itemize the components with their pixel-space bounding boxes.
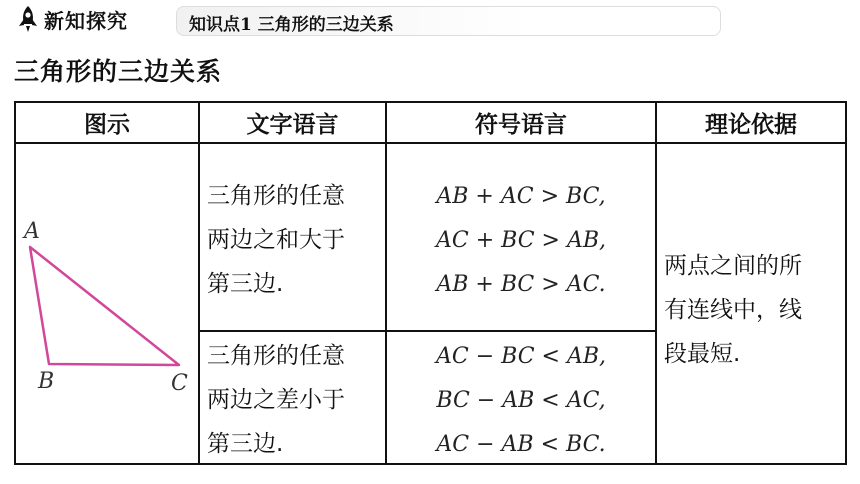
row2-formula-2: BC − AB < AC, [436, 388, 606, 413]
row1-text-line1: 三角形的任意 [207, 183, 345, 209]
section-heading [16, 4, 128, 34]
header-figure: 图示 [84, 111, 130, 138]
triangle-figure [14, 143, 199, 465]
basis-line3: 段最短. [664, 341, 741, 367]
row1-formula-2: AC + BC > AB, [435, 228, 607, 253]
rocket-icon [16, 5, 40, 33]
row2-text-line3: 第三边. [207, 431, 284, 457]
table-border-right [845, 101, 847, 465]
header-bar [0, 0, 860, 40]
row1-text-line3: 第三边. [207, 271, 284, 297]
vertex-label-a: A [24, 219, 40, 244]
triangle-shape [30, 247, 179, 365]
vertex-label-b: B [38, 369, 55, 394]
row1-formula-3: AB + BC > AC. [436, 272, 606, 297]
header-basis: 理论依据 [705, 111, 797, 138]
knowledge-point-banner [176, 6, 721, 36]
vertex-label-c: C [171, 371, 188, 396]
relation-table [14, 101, 847, 465]
section-title: 新知探究 [44, 8, 128, 33]
header-text-language: 文字语言 [246, 111, 339, 138]
page-title: 三角形的三边关系 [14, 57, 223, 86]
basis-line1: 两点之间的所 [664, 253, 802, 279]
row1-text-line2: 两边之和大于 [207, 227, 345, 253]
row2-formula-1: AC − BC < AB, [435, 344, 607, 369]
row2-formula-3: AC − AB < BC. [436, 432, 606, 457]
knowledge-point-label: 知识点1 三角形的三边关系 [189, 15, 394, 35]
row-divider [198, 330, 656, 332]
header-symbol-language: 符号语言 [475, 111, 567, 138]
row2-text-line1: 三角形的任意 [207, 343, 345, 369]
row2-text-line2: 两边之差小于 [207, 387, 345, 413]
row1-formula-1: AB + AC > BC, [436, 184, 606, 209]
basis-line2: 有连线中，线 [664, 297, 802, 323]
